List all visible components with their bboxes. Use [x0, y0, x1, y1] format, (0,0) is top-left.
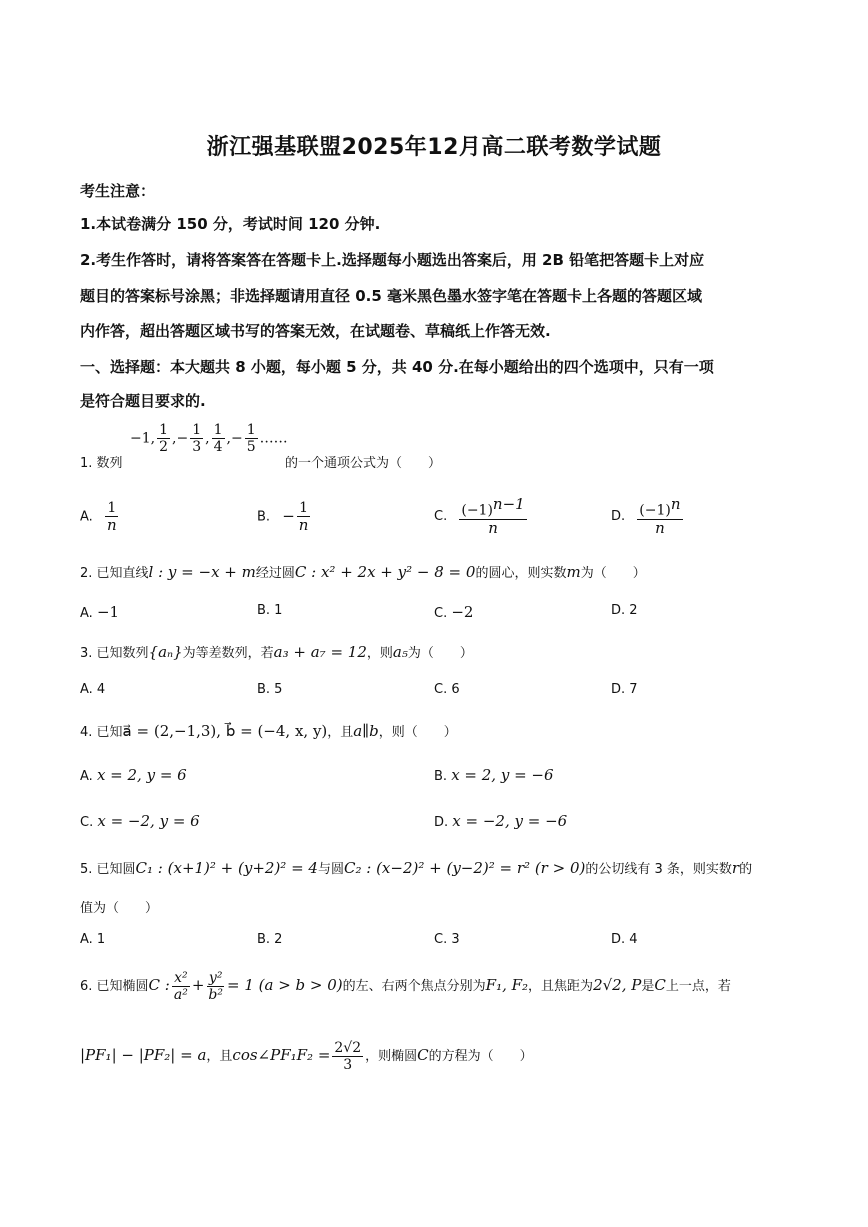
page-title: 浙江强基联盟2025年12月高二联考数学试题 [206, 135, 662, 160]
question-4-option-d: D. x = −2, y = −6 [434, 812, 568, 830]
question-5-stem: 5. 已知圆C₁ : (x+1)² + (y+2)² = 4与圆C₂ : (x−2)² + (y−2)² = r² (r > 0)的公切线有 3 条，则实数r的 [80, 859, 753, 877]
question-5-option-c: C. 3 [434, 932, 460, 947]
question-1-option-a: A. $\frac{1}{n}$ [80, 500, 117, 535]
question-3-stem: 3. 已知数列{aₙ}为等差数列，若a₃ + a₇ = 12，则a₅为（ ） [80, 643, 473, 661]
question-1-option-b: B. − $\frac{1}{n}$ [257, 500, 309, 535]
question-1-suffix: 的一个通项公式为（ ） [285, 456, 442, 471]
question-5-stem-line-2: 值为（ ） [80, 901, 159, 916]
sequence-term-half: $\frac{1}{2}$ [159, 422, 169, 456]
question-3-option-b: B. 5 [257, 682, 283, 697]
section-heading-line-1: 一、选择题：本大题共 8 小题，每小题 5 分，共 40 分.在每小题给出的四个选项中，只有一项 [80, 358, 714, 376]
question-3-option-c: C. 6 [434, 682, 460, 697]
notice-item-1: 1.本试卷满分 150 分，考试时间 120 分钟. [80, 215, 381, 233]
notice-item-2-line-2: 题目的答案标号涂黑；非选择题请用直径 0.5 毫米黑色墨水签字笔在答题卡上各题的答题区域 [80, 287, 703, 305]
question-1-prefix: 1. 数列 [80, 456, 123, 471]
question-4-option-c: C. x = −2, y = 6 [80, 812, 200, 830]
question-5-option-d: D. 4 [611, 932, 638, 947]
sequence-term-third: $\frac{1}{3}$ [192, 422, 202, 456]
question-1-option-c: C. $\frac{(-1)^{n-1}}{n}$ [434, 495, 525, 537]
section-heading-line-2: 是符合题目要求的. [80, 392, 206, 410]
notice-item-2-line-3: 内作答，超出答题区域书写的答案无效，在试题卷、草稿纸上作答无效. [80, 322, 551, 340]
notice-heading: 考生注意： [80, 182, 156, 200]
notice-item-2-line-1: 2.考生作答时，请将答案答在答题卡上.选择题每小题选出答案后，用 2B 铅笔把答题卡上对应 [80, 251, 705, 269]
question-2-option-c: C. −2 [434, 603, 474, 621]
sequence-ellipsis: …… [259, 430, 288, 447]
question-3-option-d: D. 7 [611, 682, 638, 697]
sequence-first-term: −1, [130, 430, 156, 447]
question-6-stem: 6. 已知椭圆C : $\frac{\text{x²}}{\text{a²}}$ + $\frac{\text{y²}}{\text{b²}}$ = 1 (a > b > 0)的左、右两个焦点分别为F₁, F₂，且焦距为2√2, P是C上一点，若 [80, 970, 731, 1004]
question-2-option-d: D. 2 [611, 603, 638, 618]
question-2-stem: 2. 已知直线l : y = −x + m经过圆C : x² + 2x + y² − 8 = 0的圆心，则实数m为（ ） [80, 563, 646, 581]
sequence-term-fifth: $\frac{1}{5}$ [246, 422, 256, 456]
question-3-option-a: A. 4 [80, 682, 106, 697]
question-1-option-d: D. $\frac{(-1)^n}{n}$ [611, 495, 681, 537]
sequence-term-quarter: $\frac{1}{4}$ [213, 422, 223, 456]
question-4-option-a: A. x = 2, y = 6 [80, 766, 187, 784]
question-5-option-b: B. 2 [257, 932, 283, 947]
question-2-option-a: A. −1 [80, 603, 120, 621]
question-1-sequence: −1, $\frac{1}{2}$ ,− $\frac{1}{3}$ , $\frac{1}{4}$ ,− $\frac{1}{5}$ …… [130, 422, 288, 456]
question-2-option-b: B. 1 [257, 603, 283, 618]
question-6-stem-line-2: |PF₁| − |PF₂| = a，且cos∠PF₁F₂ = $\frac{2√2}{3}$ ，则椭圆C的方程为（ ） [80, 1040, 533, 1074]
question-4-option-b: B. x = 2, y = −6 [434, 766, 554, 784]
question-4-stem: 4. 已知a⃗ = (2,−1,3), b⃗ = (−4, x, y)，且a∥b，则（ ） [80, 722, 457, 740]
question-5-option-a: A. 1 [80, 932, 106, 947]
